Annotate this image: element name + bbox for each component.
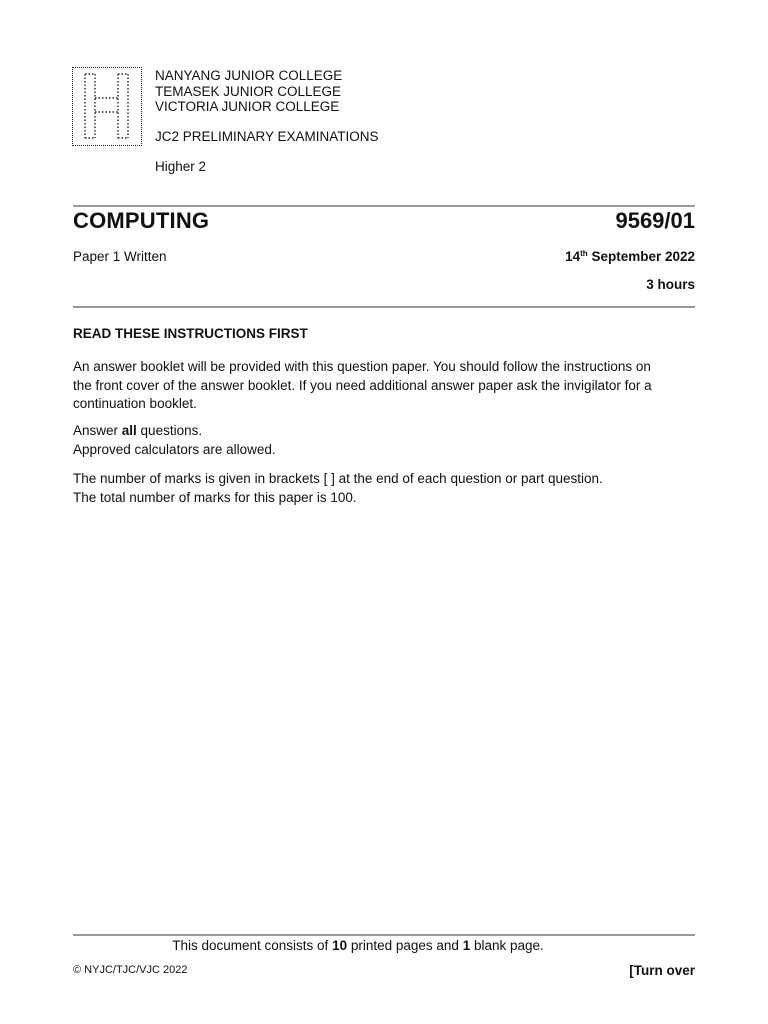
paragraph-line: continuation booklet. xyxy=(73,396,197,411)
date-rest: September 2022 xyxy=(587,249,695,264)
answer-instructions xyxy=(73,422,695,459)
divider xyxy=(73,306,695,308)
paper-code: 9569/01 xyxy=(615,208,695,233)
answer-line xyxy=(73,422,695,441)
blank-pages-count: 1 xyxy=(462,938,471,953)
page-count-middle: printed pages and xyxy=(347,938,463,953)
instructions-paragraph xyxy=(73,358,695,414)
exam-name: JC2 PRELIMINARY EXAMINATIONS xyxy=(155,129,379,144)
marks-line: The number of marks is given in brackets [ ] at the end of each question or part question. xyxy=(73,471,603,486)
subject-title: COMPUTING xyxy=(73,208,210,233)
college-list xyxy=(155,68,342,115)
turn-over-note: [Turn over xyxy=(629,963,695,978)
college-name: NANYANG JUNIOR COLLEGE xyxy=(155,68,343,83)
date-suffix: th xyxy=(580,249,588,258)
divider xyxy=(73,205,695,207)
college-name: TEMASEK JUNIOR COLLEGE xyxy=(155,83,342,99)
college-name: VICTORIA JUNIOR COLLEGE xyxy=(155,99,340,114)
page-count-note xyxy=(73,938,643,953)
college-logo-icon xyxy=(72,67,142,146)
paragraph-line: the front cover of the answer booklet. If you need additional answer paper ask the invigilator for a xyxy=(73,377,652,393)
date-day: 14 xyxy=(565,249,581,264)
marks-instructions xyxy=(73,470,695,507)
instructions-heading: READ THESE INSTRUCTIONS FIRST xyxy=(73,326,308,341)
level-name: Higher 2 xyxy=(155,159,207,174)
exam-date xyxy=(565,249,695,264)
answer-suffix: questions. xyxy=(136,423,203,438)
page-count-suffix: blank page. xyxy=(470,938,544,953)
footer-divider xyxy=(73,934,695,936)
answer-prefix: Answer xyxy=(73,423,122,438)
total-marks-line: The total number of marks for this paper is 100. xyxy=(73,489,357,505)
printed-pages-count: 10 xyxy=(332,938,348,953)
page-count-prefix: This document consists of xyxy=(172,938,333,953)
calculator-line: Approved calculators are allowed. xyxy=(73,441,276,457)
paragraph-line: An answer booklet will be provided with this question paper. You should follow the instructions on xyxy=(73,359,651,374)
dotted-h-emblem-icon xyxy=(73,68,140,144)
answer-emphasis: all xyxy=(121,423,137,438)
paper-name: Paper 1 Written xyxy=(73,249,167,264)
exam-duration: 3 hours xyxy=(646,277,695,292)
copyright: © NYJC/TJC/VJC 2022 xyxy=(73,964,188,976)
